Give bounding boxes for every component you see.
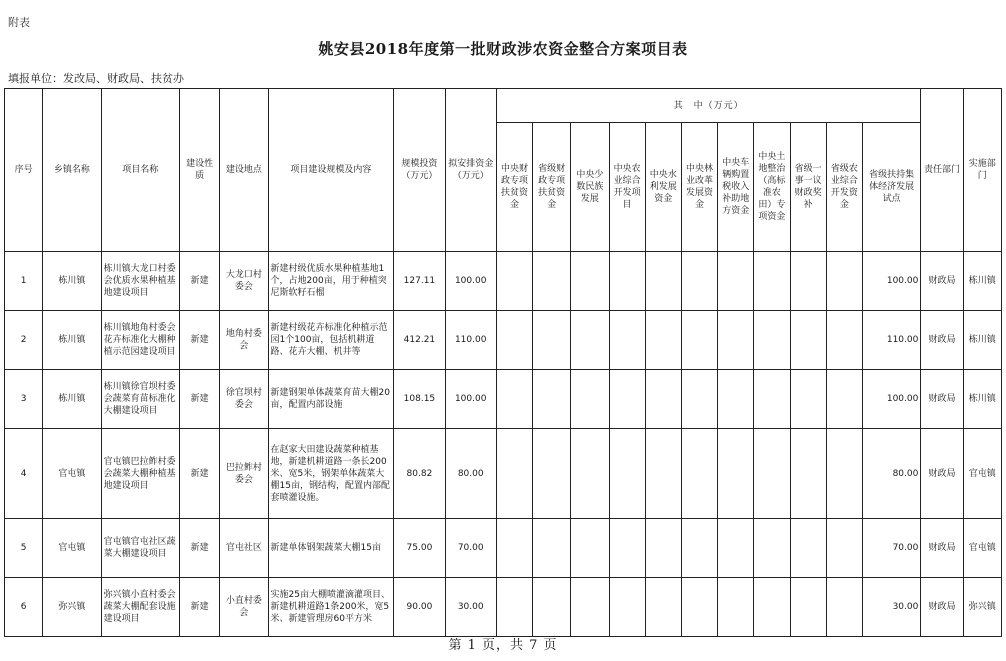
cell-responsible: 财政局 [921,578,963,637]
cell-implementer: 官屯镇 [963,429,1001,519]
header-content: 项目建设规模及内容 [268,89,394,252]
subheader-provincial-agri-dev: 省级农业综合开发资金 [826,123,862,252]
cell-town: 栋川镇 [43,252,101,311]
cell-location: 地角村委会 [220,311,268,370]
cell-responsible: 财政局 [921,519,963,578]
cell-planned-funds: 110.00 [445,311,496,370]
cell-scale-investment: 127.11 [394,252,445,311]
cell-empty [571,519,609,578]
cell-empty [645,519,681,578]
subheader-provincial-collective: 省级扶持集体经济发展试点 [862,123,920,252]
cell-empty [645,429,681,519]
cell-empty [645,578,681,637]
cell-location: 大龙口村委会 [220,252,268,311]
subheader-central-vehicle-tax: 中央车辆购置税收入补助地方资金 [718,123,754,252]
cell-nature: 新建 [180,311,220,370]
cell-empty [718,429,754,519]
cell-empty [609,252,645,311]
cell-empty [533,519,571,578]
cell-no: 5 [5,519,43,578]
project-table [4,88,1002,637]
cell-no: 2 [5,311,43,370]
table-row [5,578,1002,637]
cell-project: 官屯镇官屯社区蔬菜大棚建设项目 [101,519,179,578]
cell-nature: 新建 [180,519,220,578]
subheader-central-poverty: 中央财政专项扶贫资金 [496,123,532,252]
cell-town: 栋川镇 [43,311,101,370]
cell-provincial-collective: 100.00 [862,252,920,311]
cell-empty [790,370,826,429]
cell-empty [571,311,609,370]
cell-scale-investment: 108.15 [394,370,445,429]
cell-responsible: 财政局 [921,429,963,519]
cell-empty [533,311,571,370]
cell-empty [826,311,862,370]
cell-empty [681,252,717,311]
cell-project: 官屯镇巴拉鲊村委会蔬菜大棚种植基地建设项目 [101,429,179,519]
cell-project: 栋川镇徐官坝村委会蔬菜育苗标准化大棚建设项目 [101,370,179,429]
page-indicator: 第 1 页，共 7 页 [448,638,558,653]
cell-empty [826,370,862,429]
subheader-provincial-poverty: 省级财政专项扶贫资金 [533,123,571,252]
cell-scale-investment: 90.00 [394,578,445,637]
cell-empty [681,370,717,429]
cell-empty [533,252,571,311]
cell-empty [681,311,717,370]
cell-empty [681,578,717,637]
header-town: 乡镇名称 [43,89,101,252]
attachment-label: 附表 [8,16,30,29]
cell-empty [645,311,681,370]
cell-project: 栋川镇大龙口村委会优质水果种植基地建设项目 [101,252,179,311]
cell-location: 巴拉鲊村委会 [220,429,268,519]
cell-empty [826,429,862,519]
header-nature: 建设性质 [180,89,220,252]
cell-planned-funds: 30.00 [445,578,496,637]
cell-planned-funds: 80.00 [445,429,496,519]
table-row [5,370,1002,429]
cell-town: 官屯镇 [43,429,101,519]
cell-empty [571,252,609,311]
cell-empty [496,519,532,578]
subheader-provincial-one-matter: 省级一事一议财政奖补 [790,123,826,252]
cell-empty [718,311,754,370]
cell-provincial-collective: 30.00 [862,578,920,637]
cell-project: 弥兴镇小直村委会蔬菜大棚配套设施建设项目 [101,578,179,637]
cell-empty [571,429,609,519]
table-row [5,429,1002,519]
header-no: 序号 [5,89,43,252]
cell-content: 在赵家大田建设蔬菜种植基地，新建机耕道路一条长200米、宽5米，钢架单体蔬菜大棚15亩，钢结构，配置内部配套喷灌设施。 [268,429,394,519]
cell-empty [754,311,790,370]
cell-provincial-collective: 100.00 [862,370,920,429]
cell-nature: 新建 [180,252,220,311]
subheader-central-agri-dev: 中央农业综合开发项目 [609,123,645,252]
header-implementer: 实施部门 [963,89,1001,252]
cell-empty [645,370,681,429]
cell-content: 新建钢架单体蔬菜育苗大棚20亩，配置内部设施 [268,370,394,429]
cell-empty [826,578,862,637]
cell-content: 实施25亩大棚喷灌滴灌项目、新建机耕道路1条200米，宽5米、新建管理房60平方米 [268,578,394,637]
cell-scale-investment: 75.00 [394,519,445,578]
cell-empty [790,311,826,370]
subheader-central-water: 中央水利发展资金 [645,123,681,252]
cell-empty [790,519,826,578]
cell-empty [718,578,754,637]
cell-provincial-collective: 110.00 [862,311,920,370]
cell-empty [533,370,571,429]
cell-empty [754,429,790,519]
subheader-central-minority: 中央少数民族发展 [571,123,609,252]
table-row [5,311,1002,370]
cell-planned-funds: 100.00 [445,252,496,311]
header-location: 建设地点 [220,89,268,252]
cell-town: 官屯镇 [43,519,101,578]
cell-project: 栋川镇地角村委会花卉标准化大棚种植示范园建设项目 [101,311,179,370]
header-among: 其 中（万元） [496,89,920,123]
cell-empty [718,519,754,578]
cell-provincial-collective: 70.00 [862,519,920,578]
cell-planned-funds: 70.00 [445,519,496,578]
cell-implementer: 栋川镇 [963,252,1001,311]
cell-empty [533,578,571,637]
header-responsible: 责任部门 [921,89,963,252]
cell-empty [609,519,645,578]
header-scale-investment: 规模投资（万元） [394,89,445,252]
cell-empty [681,519,717,578]
cell-nature: 新建 [180,578,220,637]
subheader-central-forestry: 中央林业改革发展资金 [681,123,717,252]
cell-location: 徐官坝村委会 [220,370,268,429]
cell-empty [609,311,645,370]
cell-nature: 新建 [180,429,220,519]
cell-empty [826,519,862,578]
cell-nature: 新建 [180,370,220,429]
cell-empty [754,252,790,311]
cell-empty [754,519,790,578]
cell-empty [718,370,754,429]
cell-content: 新建村级花卉标准化种植示范园1个100亩，包括机耕道路、花卉大棚、机井等 [268,311,394,370]
subheader-central-land: 中央土地整治（高标准农田）专项资金 [754,123,790,252]
table-row [5,519,1002,578]
cell-no: 1 [5,252,43,311]
cell-empty [571,370,609,429]
cell-empty [496,370,532,429]
cell-town: 弥兴镇 [43,578,101,637]
cell-empty [609,429,645,519]
cell-empty [533,429,571,519]
cell-location: 小直村委会 [220,578,268,637]
cell-provincial-collective: 80.00 [862,429,920,519]
cell-implementer: 官屯镇 [963,519,1001,578]
cell-empty [790,252,826,311]
cell-empty [496,429,532,519]
cell-empty [609,578,645,637]
reporting-unit: 填报单位：发改局、财政局、扶贫办 [8,72,184,85]
cell-implementer: 弥兴镇 [963,578,1001,637]
cell-empty [609,370,645,429]
cell-scale-investment: 80.82 [394,429,445,519]
cell-empty [571,578,609,637]
cell-empty [790,429,826,519]
cell-planned-funds: 100.00 [445,370,496,429]
cell-empty [645,252,681,311]
header-project: 项目名称 [101,89,179,252]
cell-no: 3 [5,370,43,429]
cell-implementer: 栋川镇 [963,311,1001,370]
header-planned-funds: 拟安排资金（万元） [445,89,496,252]
table-row [5,252,1002,311]
cell-empty [754,578,790,637]
cell-empty [496,578,532,637]
cell-empty [754,370,790,429]
cell-empty [496,252,532,311]
cell-empty [790,578,826,637]
cell-no: 6 [5,578,43,637]
cell-no: 4 [5,429,43,519]
cell-empty [496,311,532,370]
cell-scale-investment: 412.21 [394,311,445,370]
cell-location: 官屯社区 [220,519,268,578]
cell-responsible: 财政局 [921,311,963,370]
cell-content: 新建单体钢架蔬菜大棚15亩 [268,519,394,578]
cell-empty [718,252,754,311]
cell-empty [681,429,717,519]
cell-responsible: 财政局 [921,370,963,429]
document-title: 姚安县2018年度第一批财政涉农资金整合方案项目表 [318,40,688,58]
cell-town: 栋川镇 [43,370,101,429]
cell-implementer: 栋川镇 [963,370,1001,429]
cell-content: 新建村级优质水果种植基地1个，占地200亩，用于种植突尼斯软籽石榴 [268,252,394,311]
cell-responsible: 财政局 [921,252,963,311]
cell-empty [826,252,862,311]
